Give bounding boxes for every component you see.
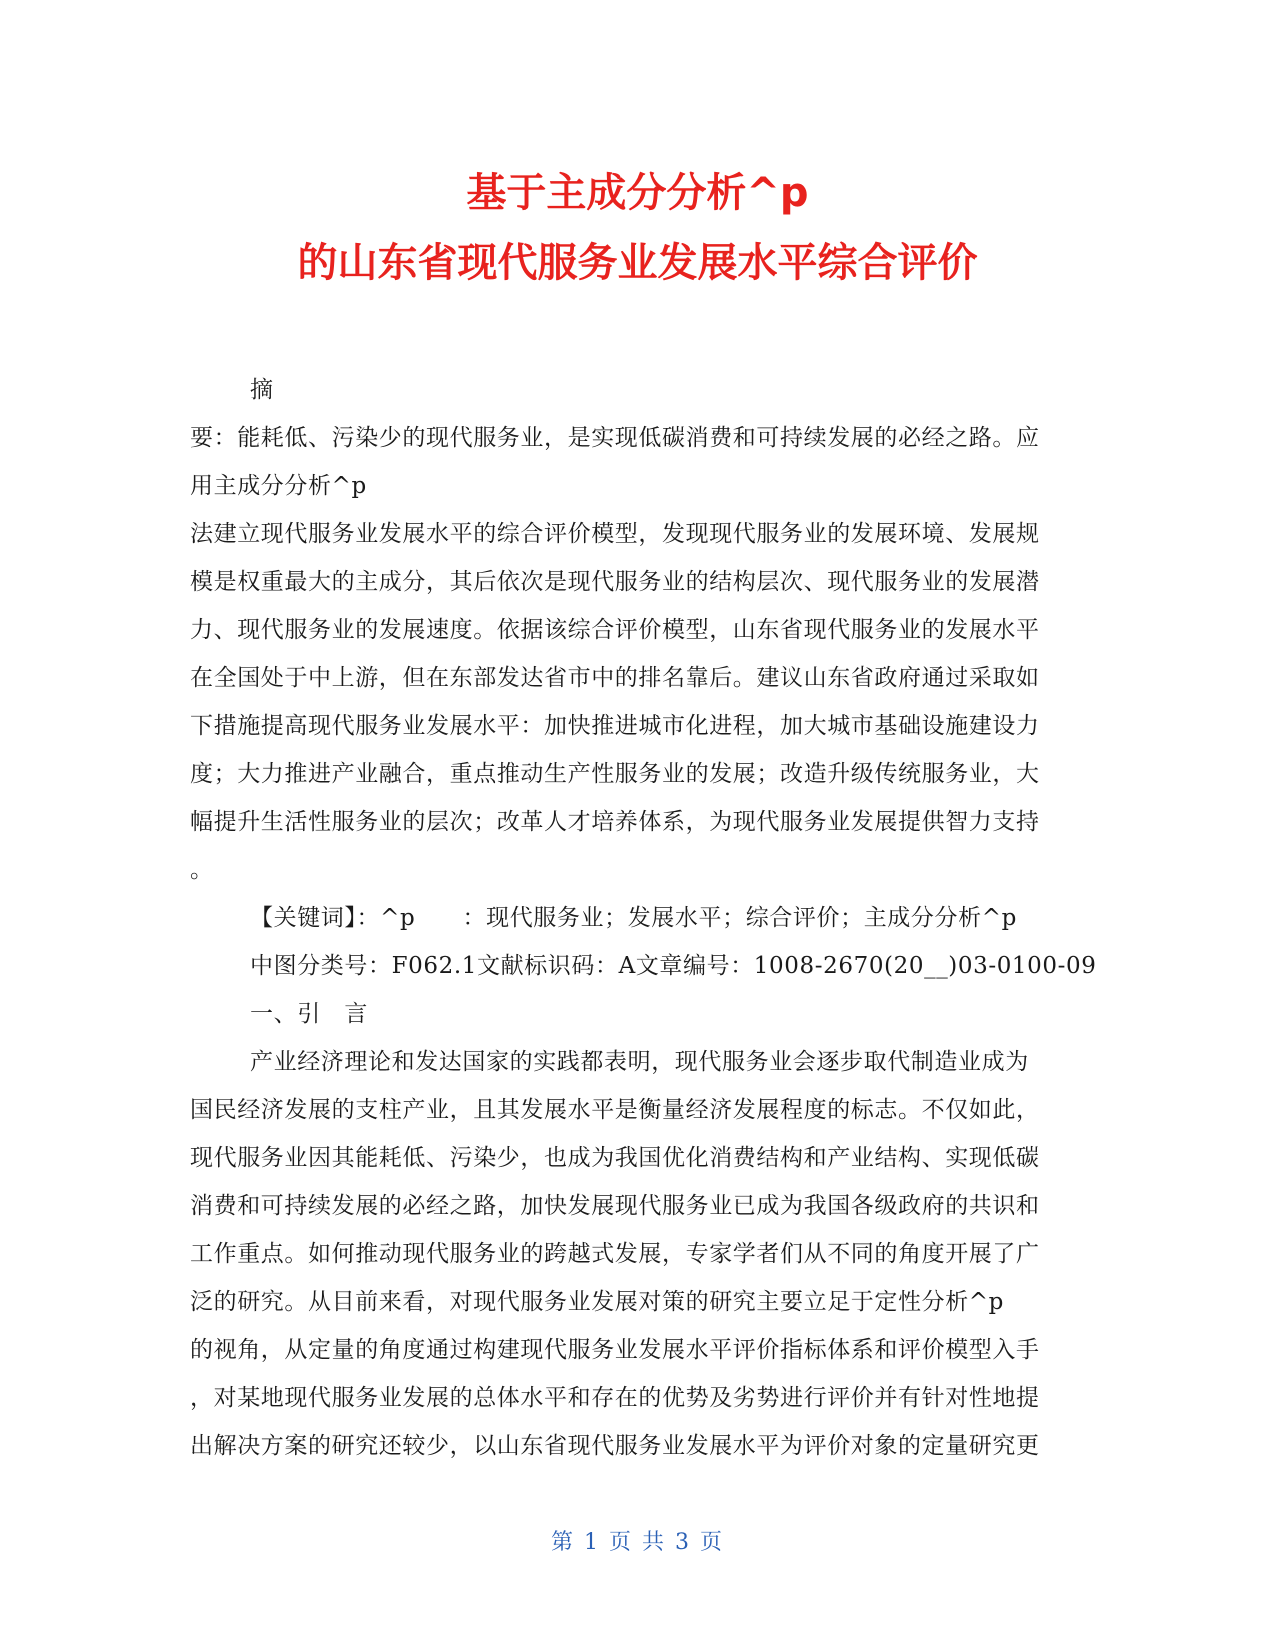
intro-line: 泛的研究。从目前来看，对现代服务业发展对策的研究主要立足于定性分析^p xyxy=(190,1289,1004,1315)
abstract-line: 模是权重最大的主成分，其后依次是现代服务业的结构层次、现代服务业的发展潜 xyxy=(190,569,1040,595)
abstract-line: 法建立现代服务业发展水平的综合评价模型，发现现代服务业的发展环境、发展规 xyxy=(190,521,1040,547)
abstract-line: 用主成分分析^p xyxy=(190,473,367,499)
title-line-2: 的山东省现代服务业发展水平综合评价 xyxy=(297,240,978,286)
title-line-1: 基于主成分分析^p xyxy=(466,170,809,216)
classification-line: 中图分类号：F062.1文献标识码：A文章编号：1008-2670(20__)03-0100-09 xyxy=(250,953,1097,979)
intro-line: 国民经济发展的支柱产业，且其发展水平是衡量经济发展程度的标志。不仅如此， xyxy=(190,1097,1040,1123)
section-heading: 一、引 言 xyxy=(250,1001,368,1027)
intro-line: 消费和可持续发展的必经之路，加快发展现代服务业已成为我国各级政府的共识和 xyxy=(190,1193,1040,1219)
abstract-head: 摘 xyxy=(250,377,274,403)
abstract-line: 幅提升生活性服务业的层次；改革人才培养体系，为现代服务业发展提供智力支持 xyxy=(190,809,1040,835)
document-title xyxy=(0,158,1275,298)
abstract-line: 度；大力推进产业融合，重点推动生产性服务业的发展；改造升级传统服务业，大 xyxy=(190,761,1040,787)
abstract-line: 力、现代服务业的发展速度。依据该综合评价模型，山东省现代服务业的发展水平 xyxy=(190,617,1040,643)
intro-line: 出解决方案的研究还较少，以山东省现代服务业发展水平为评价对象的定量研究更 xyxy=(190,1433,1040,1459)
document-body xyxy=(190,366,1097,1470)
abstract-line: 。 xyxy=(190,857,214,883)
intro-line: 产业经济理论和发达国家的实践都表明，现代服务业会逐步取代制造业成为 xyxy=(250,1049,1029,1075)
intro-line: 现代服务业因其能耗低、污染少，也成为我国优化消费结构和产业结构、实现低碳 xyxy=(190,1145,1040,1171)
intro-line: 的视角，从定量的角度通过构建现代服务业发展水平评价指标体系和评价模型入手 xyxy=(190,1337,1040,1363)
abstract-line: 要：能耗低、污染少的现代服务业，是实现低碳消费和可持续发展的必经之路。应 xyxy=(190,425,1040,451)
abstract-line: 下措施提高现代服务业发展水平：加快推进城市化进程，加大城市基础设施建设力 xyxy=(190,713,1040,739)
page-number: 第 1 页 共 3 页 xyxy=(551,1530,724,1555)
intro-line: 工作重点。如何推动现代服务业的跨越式发展，专家学者们从不同的角度开展了广 xyxy=(190,1241,1040,1267)
intro-line: ，对某地现代服务业发展的总体水平和存在的优势及劣势进行评价并有针对性地提 xyxy=(190,1385,1040,1411)
abstract-line: 在全国处于中上游，但在东部发达省市中的排名靠后。建议山东省政府通过采取如 xyxy=(190,665,1040,691)
keywords-line: 【关键词】：^p ：现代服务业；发展水平；综合评价；主成分分析^p xyxy=(250,905,1017,931)
